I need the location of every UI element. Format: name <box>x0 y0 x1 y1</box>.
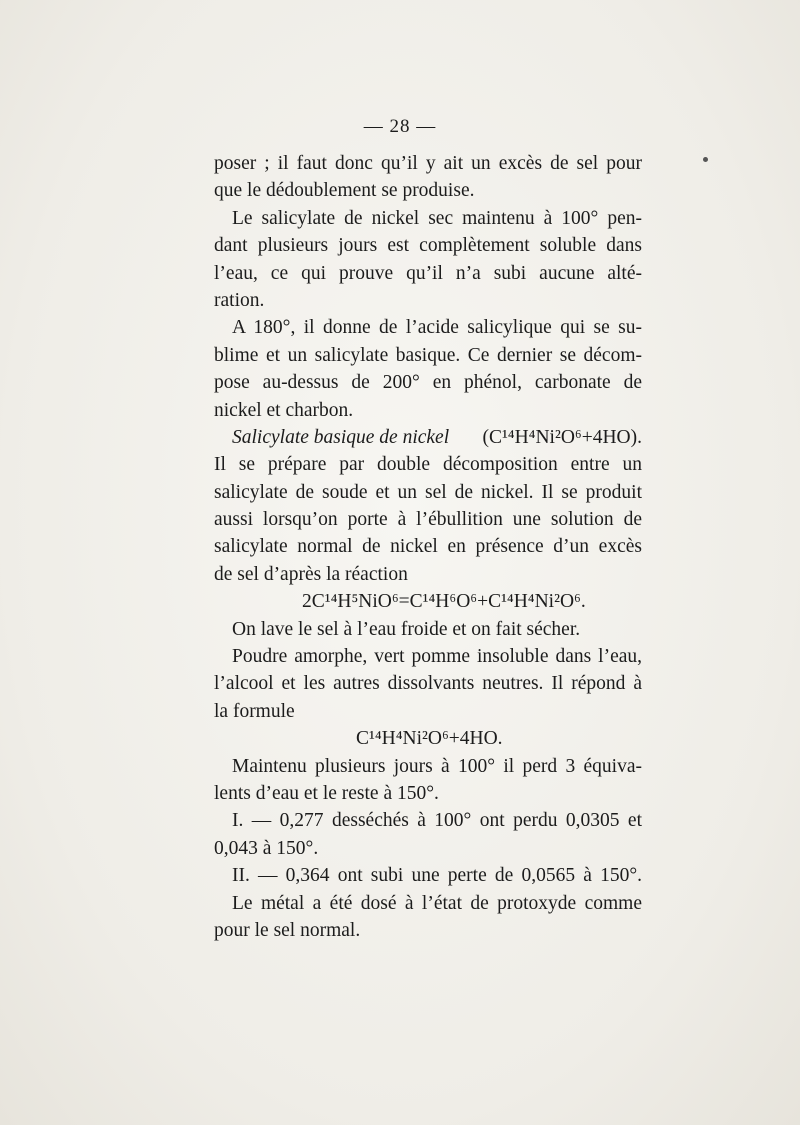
text-line: dant plusieurs jours est complètement soluble dans <box>214 235 642 257</box>
text-line: la formule <box>214 700 295 722</box>
body-text <box>214 150 642 944</box>
text-line: salicylate de soude et un sel de nickel. Il se produit <box>214 481 642 503</box>
text-line: A 180°, il donne de l’acide salicylique qui se su- <box>232 317 642 339</box>
text-line: poser ; il faut donc qu’il y ait un excès de sel pour <box>214 153 642 174</box>
text-line: pour le sel normal. <box>214 919 361 941</box>
section-heading: Salicylate basique de nickel <box>232 426 450 448</box>
text-line: pose au-dessus de 200° en phénol, carbonate de <box>214 372 642 394</box>
text-line: salicylate normal de nickel en présence d’un excès <box>214 536 642 558</box>
page-number: — 28 — <box>363 116 437 137</box>
text-line: de sel d’après la réaction <box>214 563 408 585</box>
text-line: que le dédoublement se produise. <box>214 180 475 202</box>
text-line: On lave le sel à l’eau froide et on fait sécher. <box>232 618 581 640</box>
reaction-equation: 2C¹⁴H⁵NiO⁶=C¹⁴H⁶O⁶+C¹⁴H⁴Ni²O⁶. <box>302 591 586 613</box>
text-line: l’eau, ce qui prouve qu’il n’a subi aucune alté- <box>214 262 642 284</box>
text-line: Le salicylate de nickel sec maintenu à 100° pen- <box>232 207 642 229</box>
text-line: blime et un salicylate basique. Ce dernier se décom- <box>214 344 642 366</box>
formula-line: C¹⁴H⁴Ni²O⁶+4HO. <box>356 728 503 750</box>
text-line: I. — 0,277 desséchés à 100° ont perdu 0,0305 et <box>232 810 642 832</box>
text-line: Maintenu plusieurs jours à 100° il perd 3 équiva- <box>232 755 642 777</box>
section-heading-line <box>214 424 642 451</box>
text-line: l’alcool et les autres dissolvants neutres. Il répond à <box>214 673 642 695</box>
text-line: Le métal a été dosé à l’état de protoxyde comme <box>232 892 642 914</box>
text-line: Poudre amorphe, vert pomme insoluble dans l’eau, <box>232 646 642 668</box>
text-line: aussi lorsqu’on porte à l’ébullition une solution de <box>214 509 642 531</box>
text-line: 0,043 à 150°. <box>214 837 319 859</box>
text-line: Il se prépare par double décomposition entre un <box>214 454 642 476</box>
text-line: ration. <box>214 289 265 311</box>
text-line: nickel et charbon. <box>214 399 354 421</box>
text-line: lents d’eau et le reste à 150°. <box>214 782 439 804</box>
text-line: II. — 0,364 ont subi une perte de 0,0565 à 150°. <box>232 865 642 887</box>
ink-speck <box>703 157 708 162</box>
section-formula: (C¹⁴H⁴Ni²O⁶+4HO). <box>482 426 642 448</box>
